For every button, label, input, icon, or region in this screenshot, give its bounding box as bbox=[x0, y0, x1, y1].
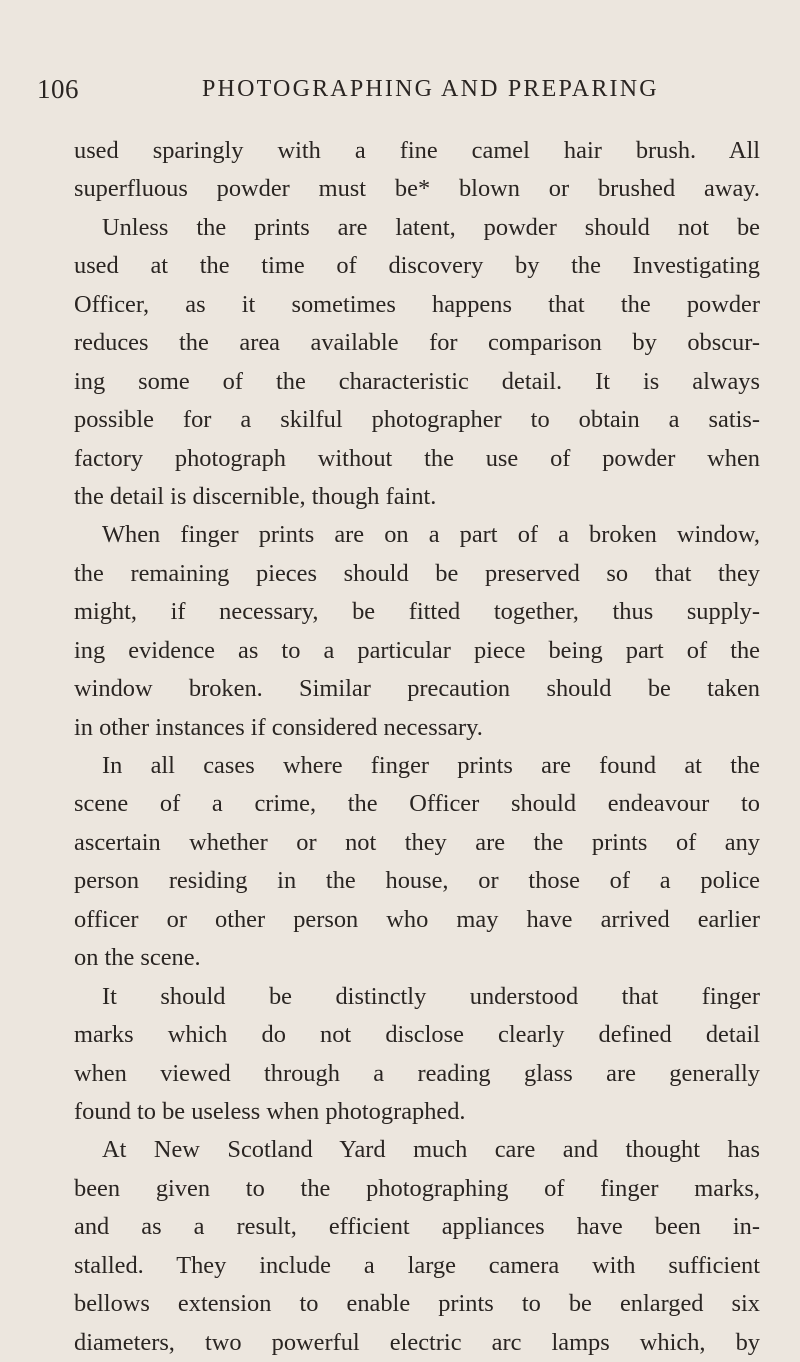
text-line: person residing in the house, or those of a police bbox=[74, 867, 760, 895]
text-line: been given to the photographing of finger marks, bbox=[74, 1174, 760, 1202]
text-line: ascertain whether or not they are the prints of any bbox=[74, 828, 760, 856]
paragraph-first-line: Unless the prints are latent, powder should not be bbox=[102, 213, 760, 241]
text-line: when viewed through a reading glass are generally bbox=[74, 1059, 760, 1087]
paragraph-first-line: At New Scotland Yard much care and thought has bbox=[102, 1136, 760, 1164]
text-line: scene of a crime, the Officer should endeavour to bbox=[74, 790, 760, 818]
text-line: possible for a skilful photographer to obtain a satis- bbox=[74, 406, 760, 434]
text-line: window broken. Similar precaution should be taken bbox=[74, 675, 760, 703]
paragraph-last-line: found to be useless when photographed. bbox=[74, 1097, 466, 1125]
text-line: officer or other person who may have arrived earlier bbox=[74, 905, 760, 933]
text-line: used sparingly with a fine camel hair brush. All bbox=[74, 137, 760, 164]
text-line: marks which do not disclose clearly defined detail bbox=[74, 1021, 760, 1049]
paragraph-last-line: in other instances if considered necessary. bbox=[74, 713, 483, 741]
paragraph-first-line: It should be distinctly understood that finger bbox=[102, 982, 760, 1010]
text-line: used at the time of discovery by the Investigating bbox=[74, 252, 760, 280]
text-line: the remaining pieces should be preserved so that they bbox=[74, 559, 760, 587]
text-line: superfluous powder must be* blown or brushed away. bbox=[74, 175, 760, 203]
paragraph-last-line: on the scene. bbox=[74, 944, 201, 972]
text-line: Officer, as it sometimes happens that the powder bbox=[74, 290, 760, 318]
paragraph-last-line: the detail is discernible, though faint. bbox=[74, 482, 437, 510]
text-line: bellows extension to enable prints to be enlarged six bbox=[74, 1290, 760, 1318]
body-text bbox=[74, 132, 760, 1362]
text-line: diameters, two powerful electric arc lamps which, by bbox=[74, 1328, 760, 1356]
paragraph-first-line: When finger prints are on a part of a broken window, bbox=[102, 521, 760, 549]
text-line: might, if necessary, be fitted together, thus supply- bbox=[74, 598, 760, 626]
text-line: and as a result, efficient appliances have been in- bbox=[74, 1213, 760, 1241]
running-head: PHOTOGRAPHING AND PREPARING bbox=[202, 76, 659, 102]
text-line: reduces the area available for comparison by obscur- bbox=[74, 329, 760, 357]
text-line: stalled. They include a large camera with sufficient bbox=[74, 1251, 760, 1279]
paragraph-first-line: In all cases where finger prints are found at the bbox=[102, 752, 760, 779]
text-line: ing evidence as to a particular piece being part of the bbox=[74, 636, 760, 664]
page-number: 106 bbox=[37, 74, 79, 104]
text-line: factory photograph without the use of powder when bbox=[74, 444, 760, 472]
text-line: ing some of the characteristic detail. It is always bbox=[74, 367, 760, 395]
